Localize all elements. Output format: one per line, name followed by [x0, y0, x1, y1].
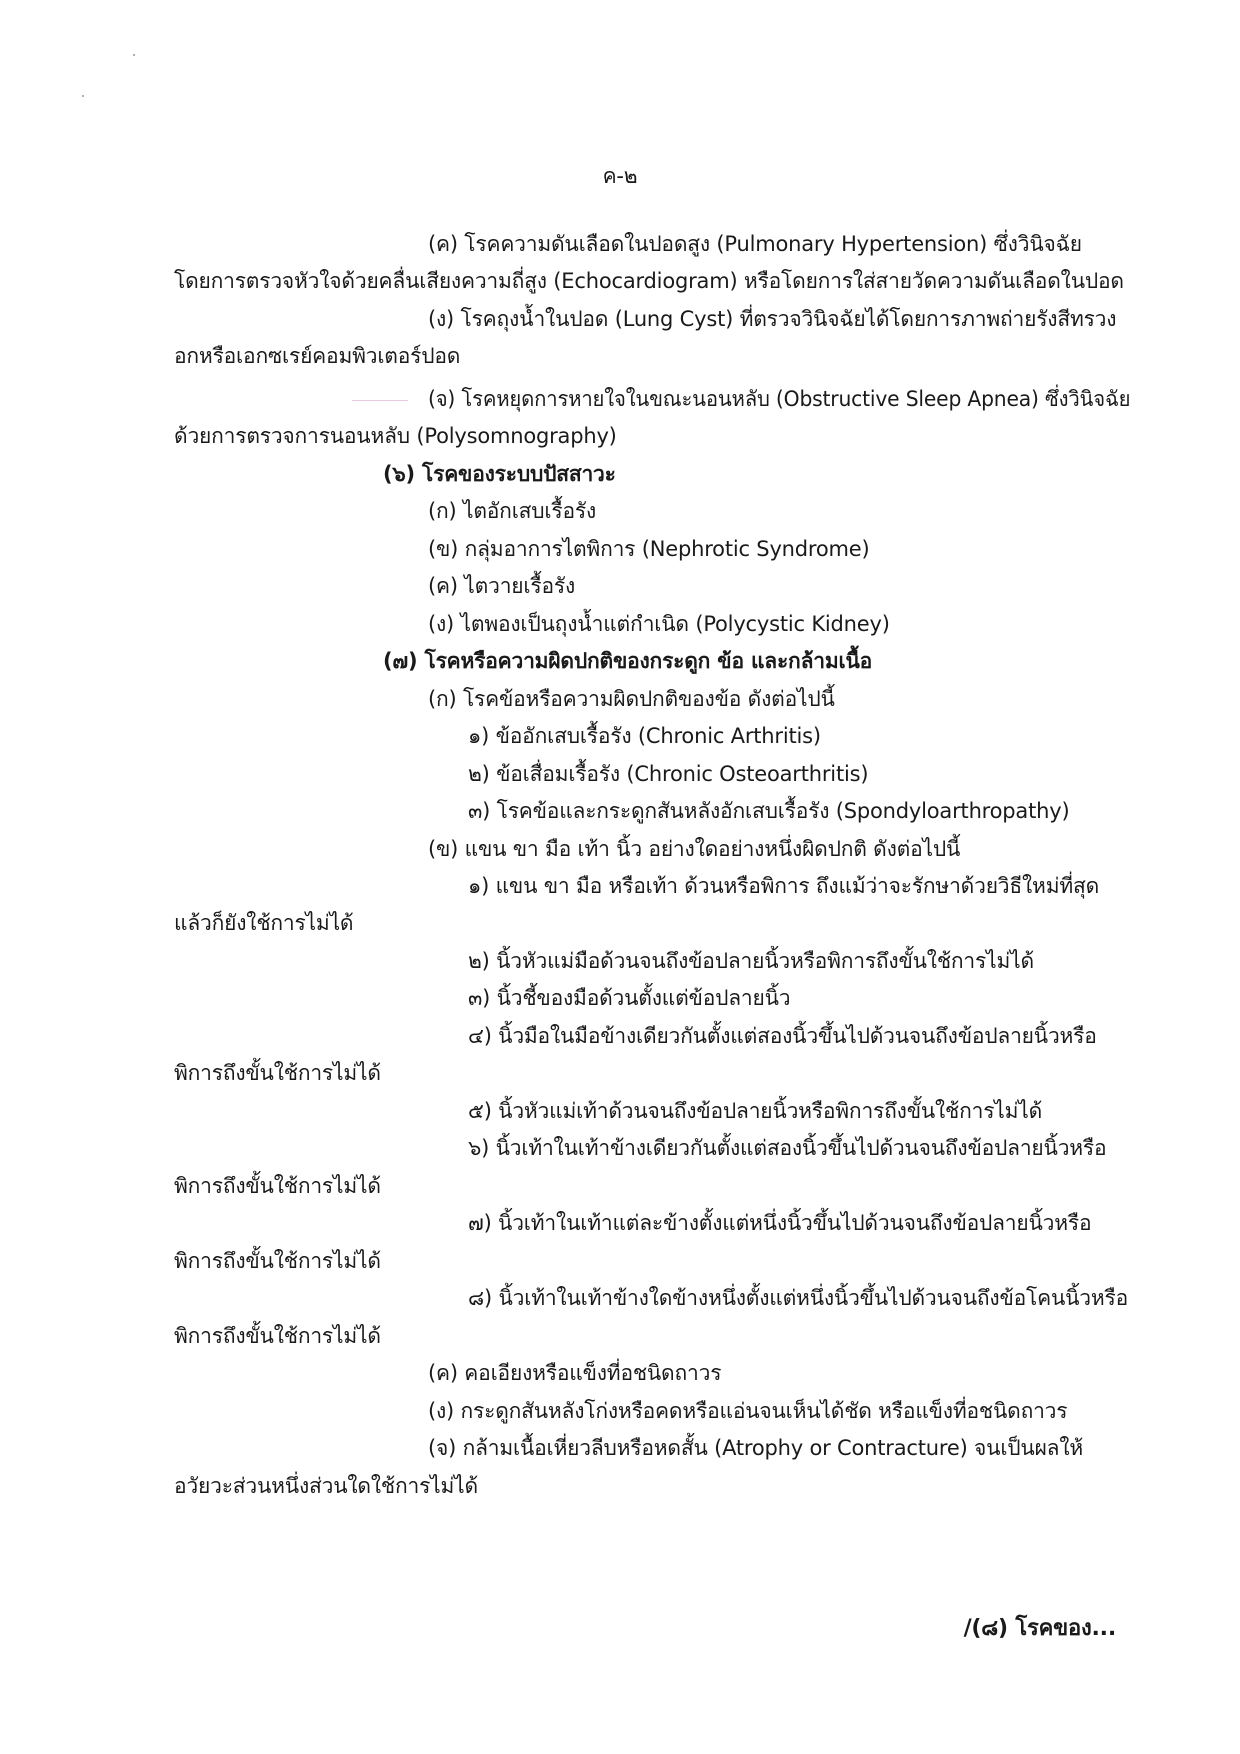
body-line: อกหรือเอกซเรย์คอมพิวเตอร์ปอด: [174, 344, 461, 368]
list-item: ๗) นิ้วเท้าในเท้าแต่ละข้างตั้งแต่หนึ่งนิ้วขึ้นไปด้วนจนถึงข้อปลายนิ้วหรือ: [468, 1211, 1092, 1235]
body-line: พิการถึงขั้นใช้การไม่ได้: [174, 1174, 381, 1198]
list-item: ๔) นิ้วมือในมือข้างเดียวกันตั้งแต่สองนิ้วขึ้นไปด้วนจนถึงข้อปลายนิ้วหรือ: [468, 1024, 1097, 1048]
list-item: (ข) กลุ่มอาการไตพิการ (Nephrotic Syndrome): [428, 537, 870, 561]
list-item: (ก) ไตอักเสบเรื้อรัง: [428, 499, 597, 523]
body-line: โดยการตรวจหัวใจด้วยคลื่นเสียงความถี่สูง (Echocardiogram) หรือโดยการใส่สายวัดความดันเลือดในปอด: [174, 269, 1124, 293]
list-item: (ค) ไตวายเรื้อรัง: [428, 574, 575, 598]
list-item: (ค) คอเอียงหรือแข็งที่อชนิดถาวร: [428, 1361, 722, 1385]
body-line: พิการถึงขั้นใช้การไม่ได้: [174, 1249, 381, 1273]
list-item: ๖) นิ้วเท้าในเท้าข้างเดียวกันตั้งแต่สองนิ้วขึ้นไปด้วนจนถึงข้อปลายนิ้วหรือ: [468, 1136, 1107, 1160]
body-line: ด้วยการตรวจการนอนหลับ (Polysomnography): [174, 424, 617, 448]
section-heading: (๗) โรคหรือความผิดปกติของกระดูก ข้อ และกล้ามเนื้อ: [383, 649, 873, 673]
page-number: ค-๒: [602, 164, 638, 188]
list-item: ๘) นิ้วเท้าในเท้าข้างใดข้างหนึ่งตั้งแต่หนึ่งนิ้วขึ้นไปด้วนจนถึงข้อโคนนิ้วหรือ: [468, 1286, 1129, 1310]
body-line: (ง) โรคถุงน้ำในปอด (Lung Cyst) ที่ตรวจวินิจฉัยได้โดยการภาพถ่ายรังสีทรวง: [428, 307, 1117, 331]
continuation-marker: /(๘) โรคของ...: [963, 1616, 1116, 1641]
list-item: (ง) ไตพองเป็นถุงน้ำแต่กำเนิด (Polycystic Kidney): [428, 612, 890, 636]
body-line: (จ) โรคหยุดการหายใจในขณะนอนหลับ (Obstructive Sleep Apnea) ซึ่งวินิจฉัย: [428, 387, 1131, 411]
body-line: แล้วก็ยังใช้การไม่ได้: [174, 911, 354, 935]
list-item: (จ) กล้ามเนื้อเหี่ยวลีบหรือหดสั้น (Atrophy or Contracture) จนเป็นผลให้: [428, 1436, 1084, 1460]
section-heading: (๖) โรคของระบบปัสสาวะ: [383, 462, 616, 486]
list-item: ๕) นิ้วหัวแม่เท้าด้วนจนถึงข้อปลายนิ้วหรือพิการถึงขั้นใช้การไม่ได้: [468, 1099, 1043, 1123]
body-line: อวัยวะส่วนหนึ่งส่วนใดใช้การไม่ได้: [174, 1474, 478, 1498]
list-item: ๓) โรคข้อและกระดูกสันหลังอักเสบเรื้อรัง (Spondyloarthropathy): [468, 799, 1070, 823]
faint-mark: [352, 400, 408, 401]
list-item: ๒) นิ้วหัวแม่มือด้วนจนถึงข้อปลายนิ้วหรือพิการถึงขั้นใช้การไม่ได้: [468, 949, 1034, 973]
list-item: ๑) แขน ขา มือ หรือเท้า ด้วนหรือพิการ ถึงแม้ว่าจะรักษาด้วยวิธีใหม่ที่สุด: [468, 874, 1100, 898]
list-item: (ข) แขน ขา มือ เท้า นิ้ว อย่างใดอย่างหนึ่งผิดปกติ ดังต่อไปนี้: [428, 837, 961, 861]
body-line: (ค) โรคความดันเลือดในปอดสูง (Pulmonary Hypertension) ซึ่งวินิจฉัย: [428, 232, 1082, 256]
scan-speck: [133, 54, 135, 56]
list-item: ๒) ข้อเสื่อมเรื้อรัง (Chronic Osteoarthritis): [468, 762, 869, 786]
body-line: พิการถึงขั้นใช้การไม่ได้: [174, 1324, 381, 1348]
body-line: พิการถึงขั้นใช้การไม่ได้: [174, 1061, 381, 1085]
list-item: ๓) นิ้วชี้ของมือด้วนตั้งแต่ข้อปลายนิ้ว: [468, 986, 791, 1010]
list-item: (ง) กระดูกสันหลังโก่งหรือคดหรือแอ่นจนเห็นได้ชัด หรือแข็งที่อชนิดถาวร: [428, 1399, 1068, 1423]
list-item: ๑) ข้ออักเสบเรื้อรัง (Chronic Arthritis): [468, 724, 821, 748]
list-item: (ก) โรคข้อหรือความผิดปกติของข้อ ดังต่อไปนี้: [428, 687, 835, 711]
scan-speck: [82, 95, 84, 97]
